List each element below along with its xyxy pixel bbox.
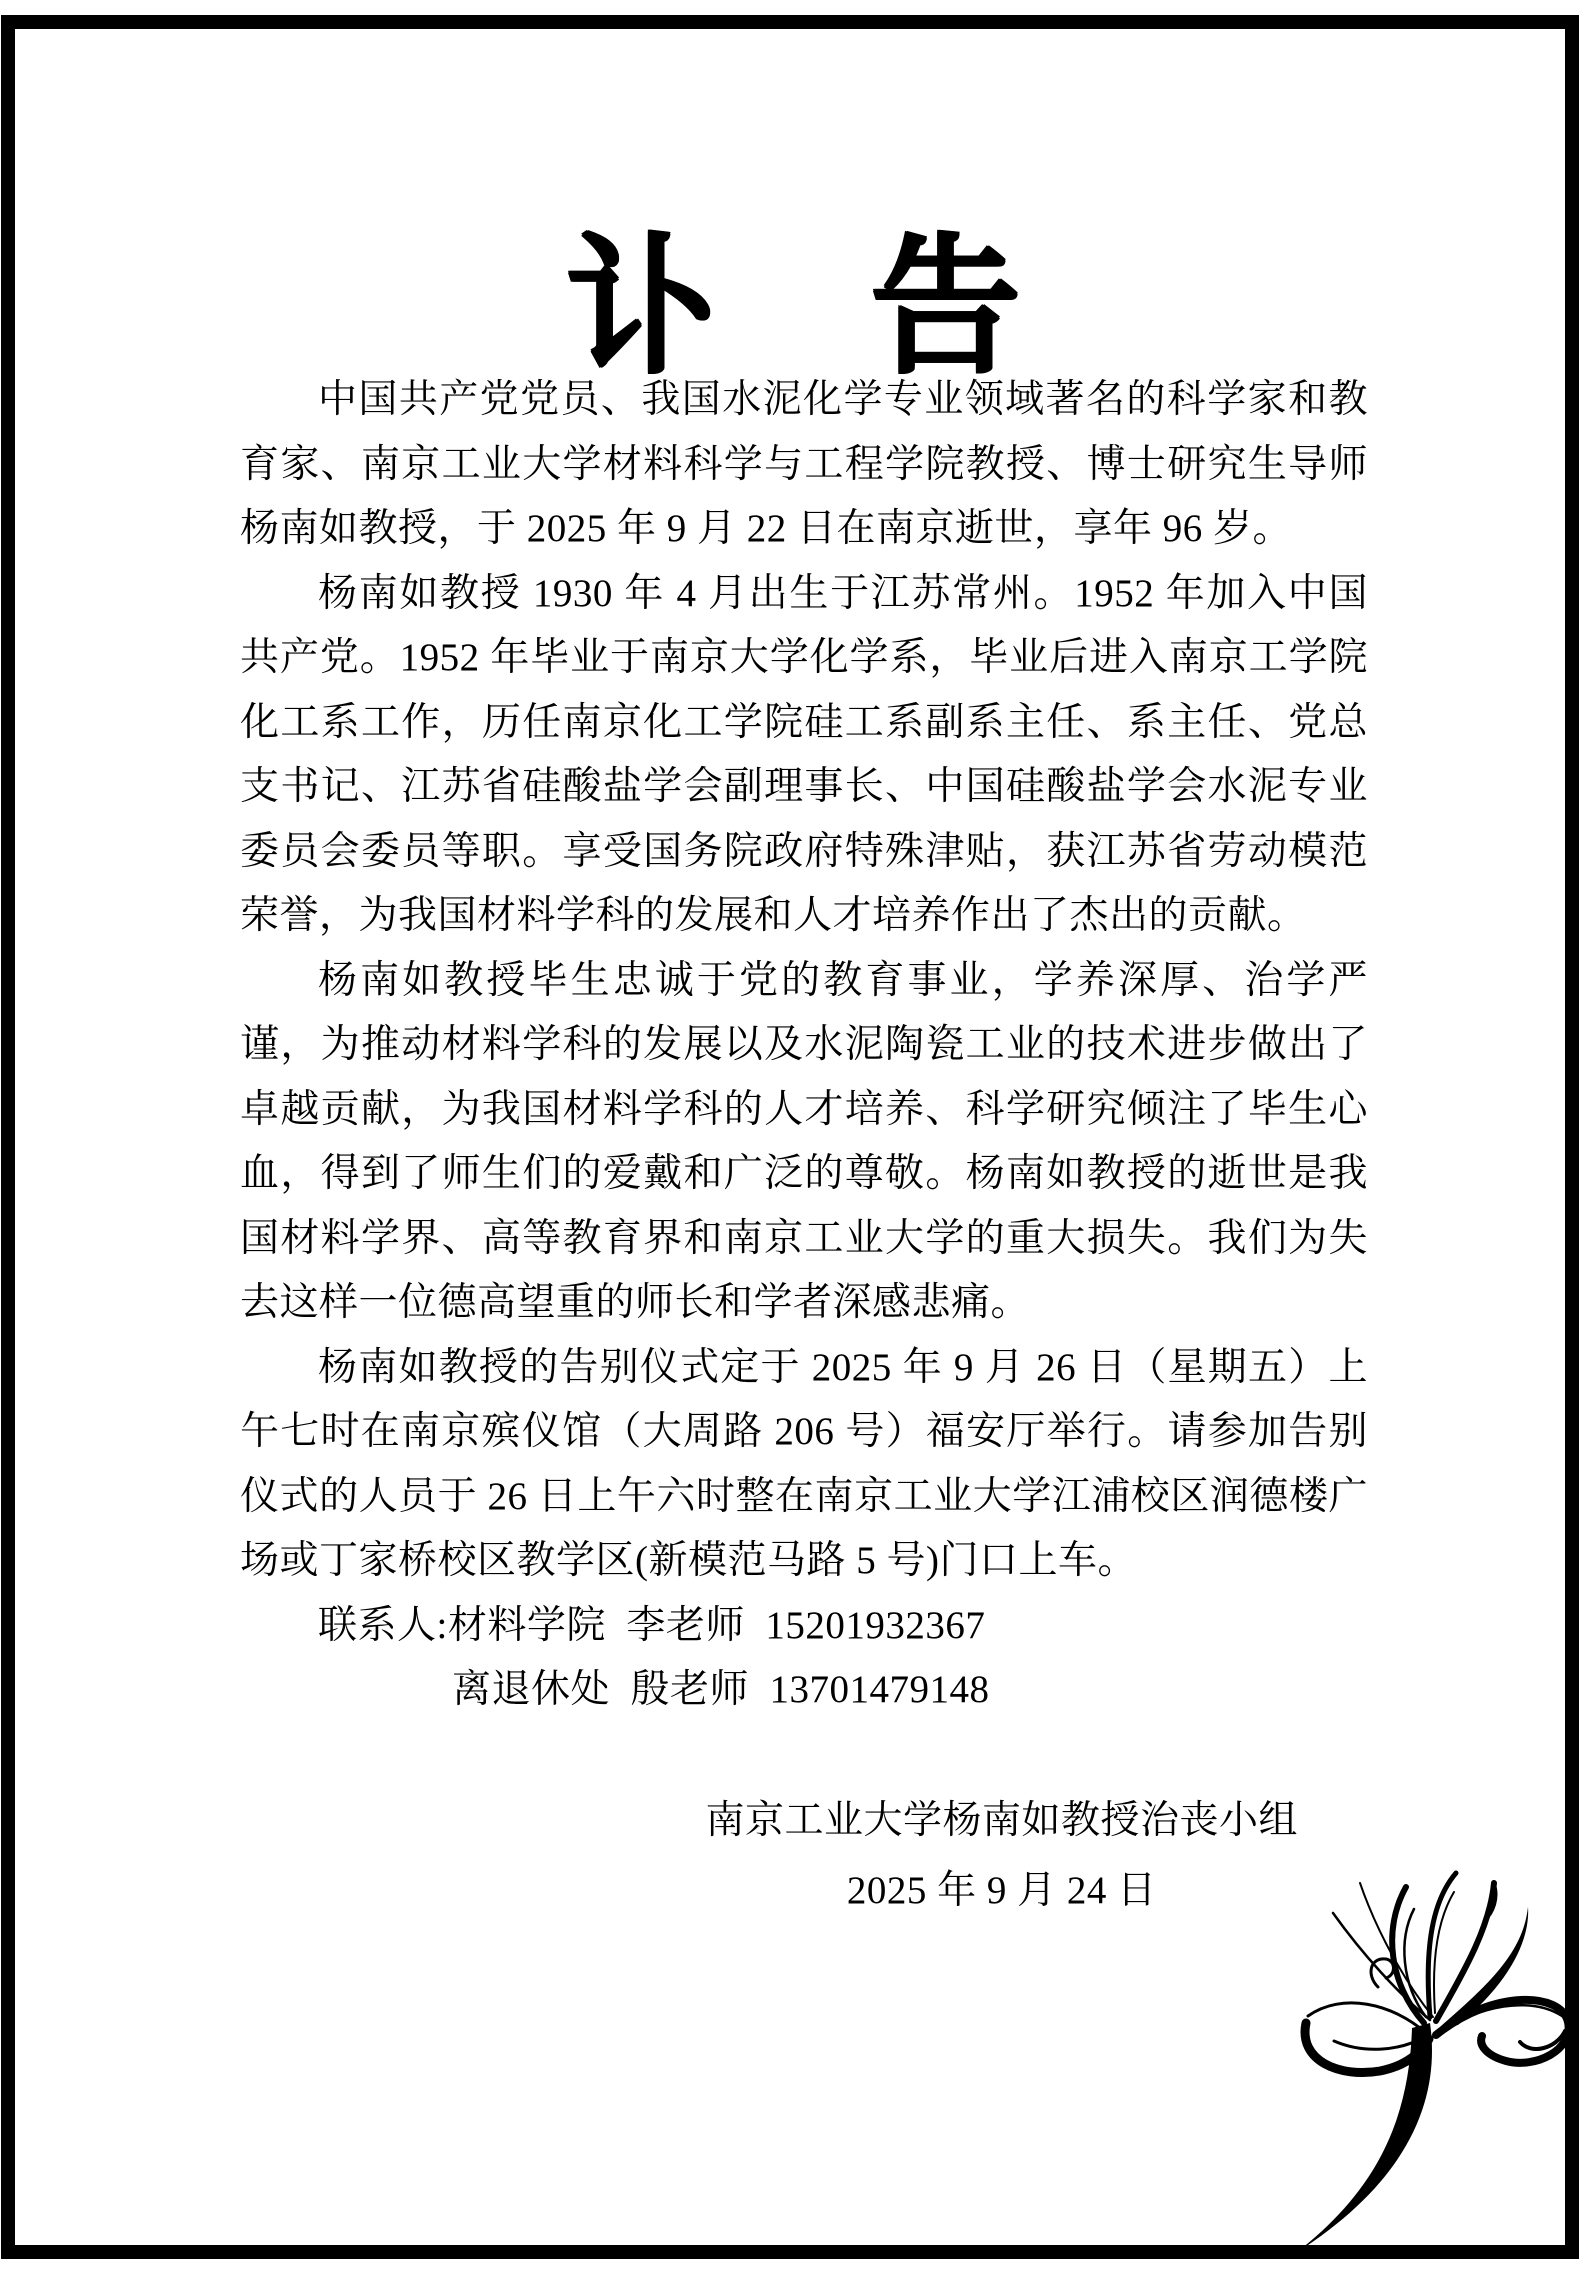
obituary-paragraph: 中国共产党党员、我国水泥化学专业领域著名的科学家和教育家、南京工业大学材料科学与工程学院教授、博士研究生导师杨南如教授，于 2025 年 9 月 22 日在南京逝世，享年 96 岁。 (240, 378, 1368, 550)
obituary-paragraph: 杨南如教授的告别仪式定于 2025 年 9 月 26 日（星期五）上午七时在南京殡仪馆（大周路 206 号）福安厅举行。请参加告别仪式的人员于 26 日上午六时整在南京工业大学江浦校区润德楼广场或丁家桥校区教学区(新模范马路 5 号)门口上车。 (240, 1345, 1368, 1582)
signature-block (705, 1789, 1298, 1924)
page-title: 讣 告 (565, 219, 1022, 394)
contact-line-materials-college: 联系人:材料学院 李老师 15201932367 (318, 1603, 986, 1647)
obituary-body (240, 368, 1368, 1924)
contact-line-retirement-office: 离退休处 殷老师 13701479148 (452, 1668, 990, 1711)
obituary-paragraph: 杨南如教授毕生忠诚于党的教育事业，学养深厚、治学严谨，为推动材料学科的发展以及水泥陶瓷工业的技术进步做出了卓越贡献，为我国材料学科的人才培养、科学研究倾注了毕生心血，得到了师生们的爱戴和广泛的尊敬。杨南如教授的逝世是我国材料学界、高等教育界和南京工业大学的重大损失。我们为失去这样一位德高望重的师长和学者深感悲痛。 (240, 958, 1368, 1324)
signature: 南京工业大学杨南如教授治丧小组 (705, 1798, 1298, 1842)
lotus-icon (1278, 1825, 1578, 2255)
date: 2025 年 9 月 24 日 (846, 1869, 1157, 1912)
obituary-paragraph: 杨南如教授 1930 年 4 月出生于江苏常州。1952 年加入中国共产党。1952 年毕业于南京大学化学系，毕业后进入南京工学院化工系工作，历任南京化工学院硅工系副系主任、系主任、党总支书记、江苏省硅酸盐学会副理事长、中国硅酸盐学会水泥专业委员会委员等职。享受国务院政府特殊津贴，获江苏省劳动模范荣誉，为我国材料学科的发展和人才培养作出了杰出的贡献。 (240, 571, 1368, 937)
